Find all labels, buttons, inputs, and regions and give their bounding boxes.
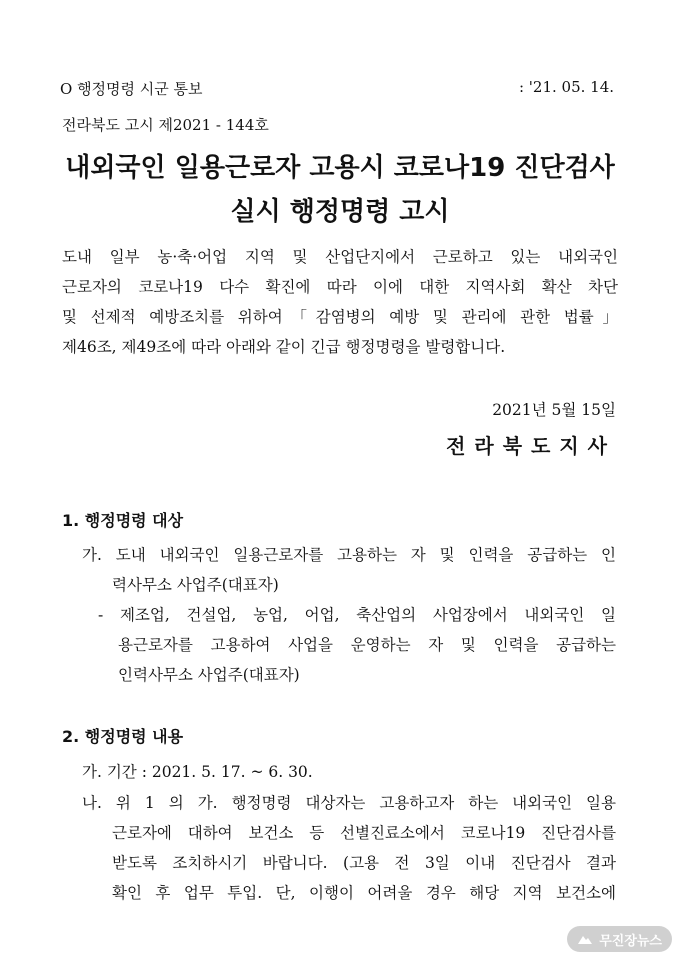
title-line-2: 실시 행정명령 고시 bbox=[230, 197, 450, 227]
item-line: 용근로자를 고용하여 사업을 운영하는 자 및 인력을 공급하는 bbox=[118, 636, 616, 654]
item-line: 력사무소 사업주(대표자) bbox=[112, 576, 279, 594]
item-line: 나. 위 1 의 가. 행정명령 대상자는 고용하고자 하는 내외국인 일용 bbox=[82, 794, 616, 812]
section-2-item-ga: 가. 기간 : 2021. 5. 17. ~ 6. 30. bbox=[82, 763, 313, 781]
intro-line: 근로자의 코로나19 다수 확진에 따라 이에 대한 지역사회 확산 차단 bbox=[62, 278, 618, 296]
intro-line: 제46조, 제49조에 따라 아래와 같이 긴급 행정명령을 발령합니다. bbox=[62, 338, 506, 356]
item-line: 가. 도내 내외국인 일용근로자를 고용하는 자 및 인력을 공급하는 인 bbox=[82, 546, 616, 564]
notice-line bbox=[60, 78, 620, 102]
item-line: 근로자에 대하여 보건소 등 선별진료소에서 코로나19 진단검사를 bbox=[112, 824, 616, 842]
notice-label: O 행정명령 시군 통보 bbox=[60, 80, 203, 98]
item-line: 받도록 조치하시기 바랍니다. (고용 전 3일 이내 진단검사 결과 bbox=[112, 854, 616, 872]
watermark-text: 무진장뉴스 bbox=[599, 933, 662, 949]
mountain-logo-icon bbox=[577, 931, 593, 947]
notice-date: : '21. 05. 14. bbox=[518, 78, 614, 96]
document-reference: 전라북도 고시 제2021 - 144호 bbox=[62, 116, 269, 134]
watermark bbox=[567, 926, 672, 952]
issuer-name: 전라북도지사 bbox=[446, 434, 616, 458]
item-line: 확인 후 업무 투입. 단, 이행이 어려울 경우 해당 지역 보건소에 bbox=[112, 884, 616, 902]
item-line: 인력사무소 사업주(대표자) bbox=[118, 666, 300, 684]
section-1-item-ga bbox=[82, 540, 616, 600]
item-line: - 제조업, 건설업, 농업, 어업, 축산업의 사업장에서 내외국인 일 bbox=[98, 606, 616, 624]
title-line-1: 내외국인 일용근로자 고용시 코로나19 진단검사 bbox=[65, 153, 615, 183]
section-2-heading: 2. 행정명령 내용 bbox=[62, 727, 184, 746]
intro-paragraph bbox=[62, 242, 618, 362]
intro-line: 및 선제적 예방조치를 위하여「감염병의 예방 및 관리에 관한 법률」 bbox=[62, 308, 618, 326]
issue-date: 2021년 5월 15일 bbox=[492, 401, 616, 419]
page-title bbox=[0, 146, 680, 234]
section-2-item-na bbox=[82, 788, 616, 908]
section-1-heading: 1. 행정명령 대상 bbox=[62, 511, 184, 530]
section-1-sub-item bbox=[98, 600, 616, 690]
intro-line: 도내 일부 농·축·어업 지역 및 산업단지에서 근로하고 있는 내외국인 bbox=[62, 248, 618, 266]
